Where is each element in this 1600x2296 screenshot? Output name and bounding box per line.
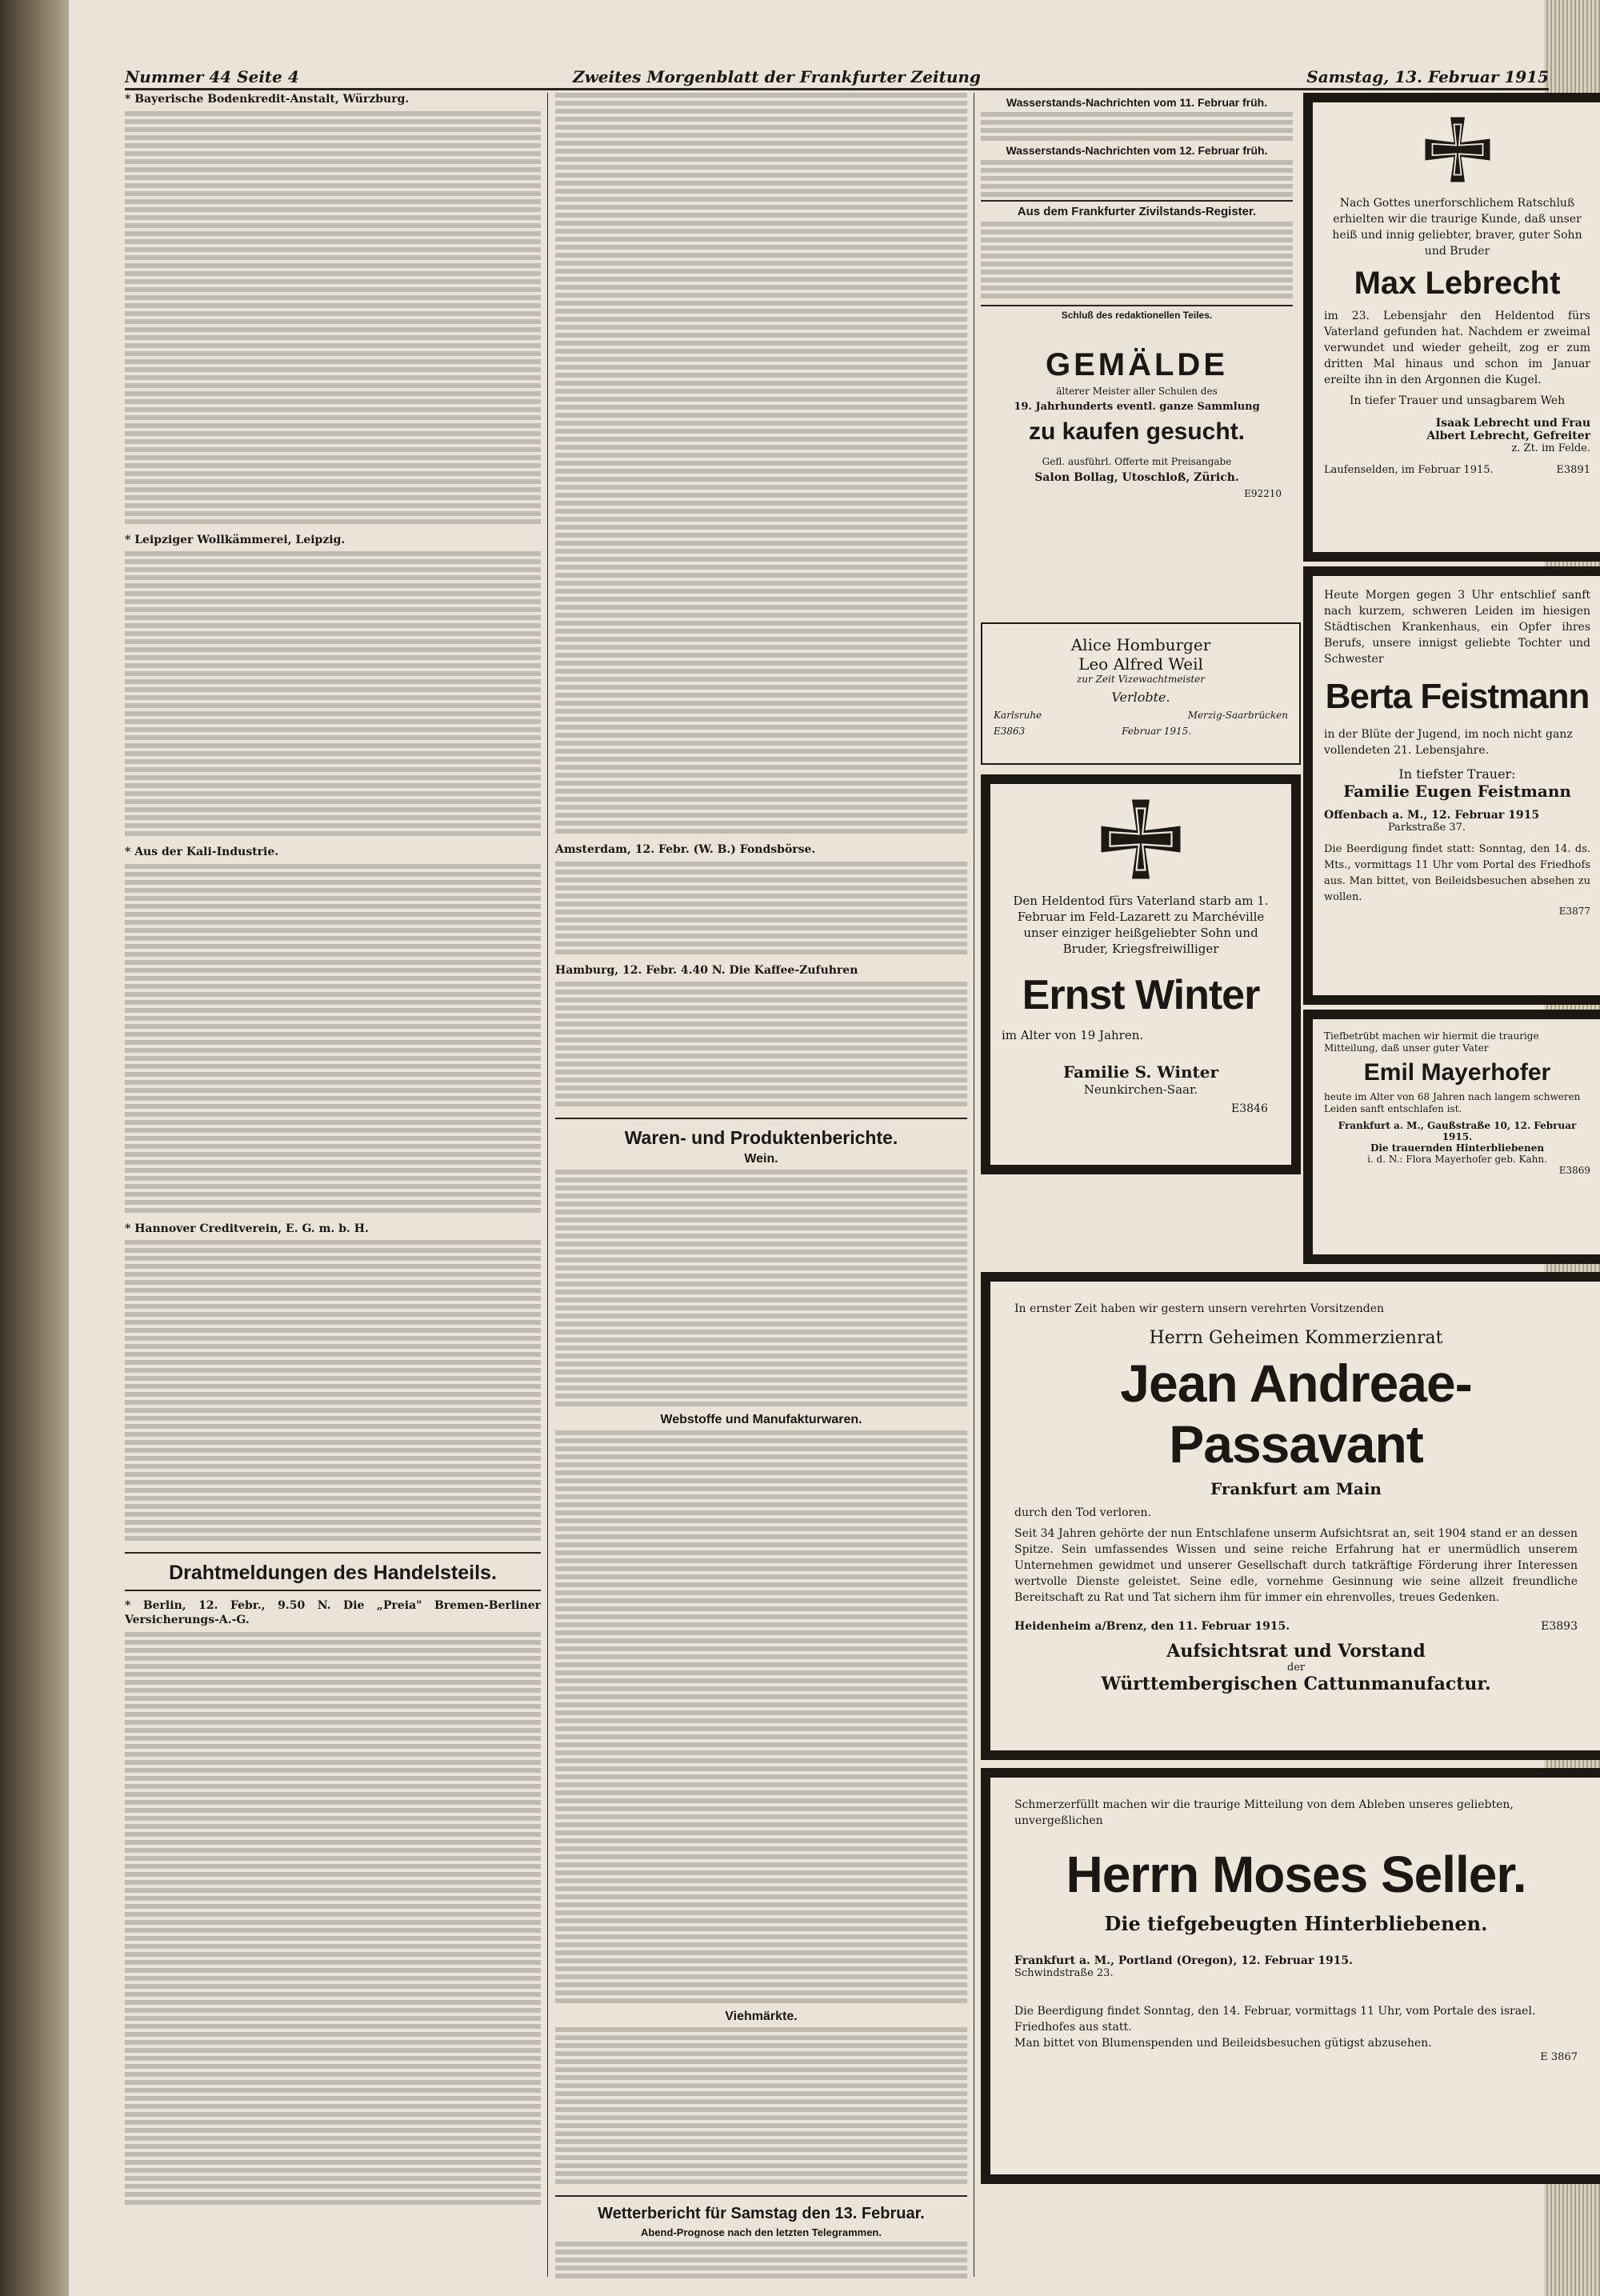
engaged-name: Alice Homburger [1070,635,1211,654]
obituary-emil-mayerhofer [1303,1010,1600,1264]
address: Parkstraße 37. [1388,822,1466,834]
paintings-wanted-ad [981,336,1293,616]
subsection-heading: Webstoffe und Manufakturwaren. [660,1413,862,1427]
ad-line: Salon Bollag, Utoschloß, Zürich. [1034,471,1239,484]
article-text [125,551,541,839]
column-1 [125,93,541,2277]
obituary-text: Den Heldentod fürs Vaterland starb am 1. Februar im Feld-Lazarett zu Marchéville unser einziger heißgeliebter Sohn und Bruder, Kriegsfreiwilliger [1013,894,1269,956]
article-text [125,111,541,527]
section-rule [981,305,1293,306]
footer [1324,464,1590,476]
article-lead: Amsterdam, 12. Febr. (W. B.) Fondsbörse. [555,843,816,856]
water-levels-table [981,112,1293,141]
deceased-name: Berta Feistmann [1325,677,1590,716]
register-heading: Aus dem Frankfurter Zivilstands-Register. [1017,205,1257,218]
family-place: Neunkirchen-Saar. [1083,1082,1198,1097]
article-text [555,862,967,958]
obituary-moses-seller [981,1768,1600,2184]
grief-line: Die trauernden Hinterbliebenen [1370,1142,1545,1154]
deceased-name: Emil Mayerhofer [1363,1059,1551,1086]
section-rule [555,2195,967,2197]
deceased-name: Max Lebrecht [1354,266,1561,301]
place-date: Frankfurt a. M., Gaußstraße 10, 12. Februar 1915. [1338,1120,1577,1142]
grief-line: In tiefster Trauer: [1398,766,1516,782]
article-text [125,1240,541,1544]
ad-code: E92210 [1244,488,1282,499]
subsection-heading: Viehmärkte. [725,2010,798,2024]
ad-line: älterer Meister aller Schulen des [1056,386,1218,397]
obituary-max-lebrecht [1303,93,1600,562]
obituary-text: Tiefbetrübt machen wir hiermit die traurige Mitteilung, daß unser guter Vater [1324,1030,1539,1054]
obituary-intro: In ernster Zeit haben wir gestern unsern verehrten Vorsitzenden [1014,1302,1385,1315]
ad-line: 19. Jahrhunderts eventl. ganze Sammlung [1014,401,1260,413]
article-text [555,982,967,1110]
ad-headline: zu kaufen gesucht. [1028,418,1246,445]
signatory-note: z. Zt. im Felde. [1511,442,1590,454]
lost-line: durch den Tod verloren. [1014,1506,1152,1519]
engaged-footer [994,726,1288,737]
section-rule [125,1552,541,1554]
signatory: Württembergischen Cattunmanufactur. [1101,1674,1491,1694]
ad-line: Gefl. ausführl. Offerte mit Preisangabe [1042,456,1232,467]
article-text [555,1430,967,2006]
subsection-heading: Wein. [744,1152,778,1166]
obituary-text: Heute Morgen gegen 3 Uhr entschlief sanft nach kurzem, schweren Leiden im hiesigen Städtischen Krankenhaus, ein Opfer ihres Berufs, unsere innigst geliebte Tochter und Schwester [1324,589,1590,666]
book-binding [0,0,69,2296]
deceased-name: Jean Andreae-Passavant [1120,1354,1472,1474]
signatory: Aufsichtsrat und Vorstand [1166,1641,1426,1662]
weather-subheading: Abend-Prognose nach den letzten Telegrammen. [641,2226,882,2239]
column-rule [547,93,548,2277]
editorial-end-notice: Schluß des redaktionellen Teiles. [1061,310,1213,321]
article-text [555,93,967,837]
column-2 [555,93,967,2277]
ad-title: GEMÄLDE [1046,347,1228,382]
engaged-places [994,710,1288,721]
article-lead: Hamburg, 12. Febr. 4.40 N. Die Kaffee-Zufuhren [555,963,858,977]
weather-heading: Wetterbericht für Samstag den 13. Februar. [598,2205,925,2223]
article-lead: * Hannover Creditverein, E. G. m. b. H. [125,1222,369,1235]
section-heading: Drahtmeldungen des Handelsteils. [169,1562,497,1585]
iron-cross-icon [1097,795,1185,883]
deceased-age: im Alter von 19 Jahren. [1002,1028,1144,1042]
place: Karlsruhe [994,710,1042,721]
family-name: Familie S. Winter [1062,1062,1219,1082]
engaged-name: Leo Alfred Weil [1078,654,1203,674]
newspaper-page [69,0,1590,2296]
article-lead: * Leipziger Wollkämmerei, Leipzig. [125,533,346,546]
ad-code: E3863 [994,726,1026,737]
ad-code: E3869 [1558,1165,1590,1176]
funeral-info: Die Beerdigung findet Sonntag, den 14. Februar, vormittags 11 Uhr, vom Portale des israel. Friedhofes aus statt. [1014,2005,1536,2034]
obituary-text: Nach Gottes unerforschlichem Ratschluß erhielten wir die traurige Kunde, daß unser heiß und innig geliebter, braver, guter Sohn und Bruder [1332,197,1582,258]
ad-code: E 3867 [1540,2051,1578,2063]
signatory: Albert Lebrecht, Gefreiter [1426,430,1590,442]
article-text [125,864,541,1216]
article-lead: * Bayerische Bodenkredit-Anstalt, Würzburg. [125,93,410,106]
ad-code: E3877 [1558,906,1590,917]
section-rule [555,1118,967,1119]
funeral-info: Die Beerdigung findet statt: Sonntag, den 14. ds. Mts., vormittags 11 Uhr vom Portal des Friedhofs aus. Man bittet, von Beileidsbesuchen absehen zu wollen. [1324,843,1590,903]
water-levels-table [981,160,1293,197]
date: Februar 1915. [1122,726,1192,737]
register-text [981,222,1293,302]
section-heading: Waren- und Produktenberichte. [624,1127,898,1149]
grief-line: In tiefer Trauer und unsagbarem Weh [1349,394,1566,407]
family-name: Familie Eugen Feistmann [1343,782,1571,801]
deceased-age: in der Blüte der Jugend, im noch nicht ganz vollendeten 21. Lebensjahre. [1324,728,1573,757]
obituary-intro: Schmerzerfüllt machen wir die traurige Mitteilung von dem Ableben unseres geliebten, unvergeßlichen [1014,1798,1514,1827]
place: Merzig-Saarbrücken [1187,710,1288,721]
engaged-rank: zur Zeit Vizewachtmeister [1076,674,1206,685]
deceased-name: Ernst Winter [1022,972,1260,1018]
address: Schwindstraße 23. [1014,1967,1114,1979]
water-levels-heading: Wasserstands-Nachrichten vom 12. Februar früh. [1006,144,1268,157]
place-date: Offenbach a. M., 12. Februar 1915 [1324,809,1540,822]
article-text [555,2027,967,2187]
water-levels-heading: Wasserstands-Nachrichten vom 11. Februar früh. [1006,96,1268,109]
grief-line: Die tiefgebeugten Hinterbliebenen. [1104,1912,1488,1935]
article-lead: * Berlin, 12. Febr., 9.50 N. Die „Preia" Bremen-Berliner Versicherungs-A.-G. [125,1599,541,1626]
place-date: Laufenselden, im Februar 1915. [1324,464,1494,476]
city: Frankfurt am Main [1210,1479,1382,1498]
masthead-rule [125,88,1549,90]
signatory: der [1286,1662,1306,1674]
engaged-word: Verlobte. [1111,690,1170,705]
article-text [125,1632,541,2208]
deceased-title: Herrn Geheimen Kommerzienrat [1149,1328,1443,1348]
footer [1014,1620,1578,1633]
issue-number: Nummer 44 Seite 4 [125,67,299,86]
section-rule [981,200,1293,202]
ad-code: E3891 [1556,464,1590,476]
ad-code: E3893 [1541,1620,1578,1633]
article-text [555,2242,967,2282]
engagement-notice [981,622,1301,765]
article-text [555,1170,967,1410]
iron-cross-icon [1422,114,1494,186]
place-date: Frankfurt a. M., Portland (Oregon), 12. Februar 1915. [1014,1954,1354,1967]
newspaper-title: Zweites Morgenblatt der Frankfurter Zeitung [573,67,981,86]
ad-code: E3846 [1231,1102,1268,1115]
place-date: Heidenheim a/Brenz, den 11. Februar 1915. [1014,1620,1290,1633]
signatory: i. d. N.: Flora Mayerhofer geb. Kahn. [1367,1154,1547,1165]
column-3-notices [981,93,1293,333]
deceased-name: Herrn Moses Seller. [1066,1846,1526,1903]
issue-date: Samstag, 13. Februar 1915 [1306,67,1549,86]
funeral-info: Man bittet von Blumenspenden und Beileidsbesuchen gütigst abzusehen. [1014,2037,1432,2050]
masthead [125,67,1549,88]
signatory: Isaak Lebrecht und Frau [1435,417,1590,430]
obituary-berta-feistmann [1303,566,1600,1005]
deceased-age: heute im Alter von 68 Jahren nach langem schweren Leiden sanft entschlafen ist. [1324,1091,1581,1114]
obituary-text: im 23. Lebensjahr den Heldentod fürs Vaterland gefunden hat. Nachdem er zweimal verwundet und wieder geheilt, zog er zum dritten Mal hinaus und schon im Januar ereilte ihn in den Argonnen die Kugel. [1324,310,1590,386]
section-rule [125,1590,541,1591]
article-lead: * Aus der Kali-Industrie. [125,846,279,859]
obituary-text: Seit 34 Jahren gehörte der nun Entschlafene unserm Aufsichtsrat an, seit 1904 stand er an dessen Spitze. Sein umfassendes Wissen und seine reiche Erfahrung hat er unermüdlich unserem Unternehmen gewidmet und unserer Gesellschaft durch tatkräftige Förderung ihrer Interessen wertvolle Dienste geleistet. Seine edle, vornehme Gesinnung wie seine allzeit freundliche Bereitschaft zu Rat und Tat sichern ihm für immer ein ehrenvolles, treues Gedenken. [1014,1527,1578,1604]
obituary-jean-andreae-passavant [981,1272,1600,1760]
